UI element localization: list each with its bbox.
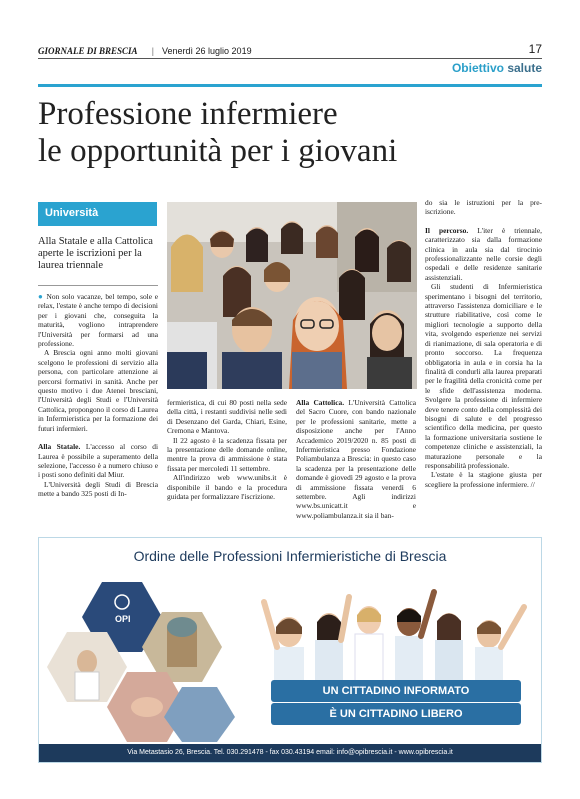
masthead-separator: | <box>152 46 154 56</box>
section-name: salute <box>507 61 542 75</box>
paragraph <box>296 398 416 520</box>
headline <box>38 96 538 170</box>
paragraph <box>38 442 158 480</box>
ad-contact-footer: Via Metastasio 26, Brescia. Tel. 030.291478 - fax 030.43194 email: info@opibrescia.it - www.opibrescia.it <box>39 744 541 762</box>
page-number: 17 <box>528 42 542 56</box>
article-column-1 <box>38 292 158 499</box>
article-column-2 <box>167 398 287 501</box>
section-rule <box>38 84 542 87</box>
paragraph: fermieristica, di cui 80 posti nella sede della città, i restanti suddivisi nelle sedi di Desenzano del Garda, Chiari, Esine, Cremona e Mantova. <box>167 398 287 436</box>
headline-line-2: le opportunità per i giovani <box>38 133 398 169</box>
bullet-icon: ● <box>38 292 47 301</box>
kicker-box: Università <box>38 202 157 226</box>
subhead-rule <box>38 285 158 286</box>
lead-in: Il percorso. <box>425 225 469 235</box>
ad-collage <box>47 572 237 742</box>
article-column-3 <box>296 398 416 520</box>
subhead: Alla Statale e alla Cattolica aperte le iscrizioni per la laurea triennale <box>38 236 153 271</box>
paragraph-text: Non solo vacanze, bel tempo, sole e relax, l'estate è anche tempo di decisioni per i giovani che, conseguita la maturità, vogliono intraprendere l'Università per formarsi ad una professione. <box>38 292 158 349</box>
paragraph: do sia le istruzioni per la pre-iscrizione. <box>425 198 542 217</box>
opi-logo-text: OPI <box>115 614 131 624</box>
paragraph: All'indirizzo web www.unibs.it è disponibile il bando e la procedura guidata per formalizzare l'iscrizione. <box>167 473 287 502</box>
students-photo <box>167 202 417 389</box>
ad-slogan-line-1: UN CITTADINO INFORMATO <box>271 680 521 702</box>
opi-advertisement <box>38 537 542 763</box>
lead-in: Alla Cattolica. <box>296 398 345 407</box>
section-label <box>452 61 542 75</box>
paragraph <box>38 292 158 348</box>
paragraph-text: L'Università Cattolica del Sacro Cuore, con bando nazionale per le professioni sanitarie, mette a disposizione anche per l'Anno Accademico 2019/2020 n. 85 posti di Infermieristica presso Fondazione Poliambulanza a Brescia: in questo caso la scadenza per la presentazione delle domande è giovedì 29 agosto e la prova di ammissione fissata venerdì 6 settembre. Agli indirizzi www.bs.unicatt.it e www.poliambulanza.it sia il ban- <box>296 398 416 520</box>
issue-date: Venerdì 26 luglio 2019 <box>162 46 252 56</box>
newspaper-name: GIORNALE DI BRESCIA <box>38 46 138 56</box>
paragraph: Gli studenti di Infermieristica sperimentano i bisogni del territorio, attraverso l'assistenza domiciliare e le strutture riabilitative, così come le migliori tecnologie a supporto della vita, svolgendo esperienze nei servizi di rianimazione, di sala operatoria e di pronto soccorso. La frequenza obbligatoria in aula e in corsia ha la finalità di condurli alla laurea preparati per le fragilità della cronicità come per le sfide dell'assistenza moderna. Svolgere la professione di infermiere deve tenere conto della complessità dei bisogni di salute e del progresso scientifico della medicina, per questo la formazione universitaria sostiene le competenze cliniche e assistenziali, la maturazione personale e la responsabilità professionale. <box>425 282 542 470</box>
ad-slogan-line-2: È UN CITTADINO LIBERO <box>271 703 521 725</box>
paragraph-text: L'iter è triennale, caratterizzato sia dalla formazione clinica in aula sia dal tirocinio professionalizzante nelle corsie degli ospedali e delle residenze sanitarie assistenziali. <box>425 225 542 282</box>
group-selfie-image <box>167 202 417 389</box>
paragraph: Il 22 agosto è la scadenza fissata per la presentazione delle domande online, mentre la prova di ammissione è stata fissata per mercoledì 11 settembre. <box>167 435 287 473</box>
hexagon-collage-image <box>47 572 237 742</box>
paragraph-text: L'accesso al corso di Laurea è possibile a superamento della selezione, l'accesso è a numero chiuso e i posti sono definiti dal Miur. <box>38 442 158 480</box>
top-rule <box>38 58 542 59</box>
paragraph <box>425 226 542 282</box>
paragraph: A Brescia ogni anno molti giovani scelgono le professioni di servizio alla persona, con particolare attenzione ai percorsi formativi in sanità. Anche per questo motivo i due Atenei bresciani, l'Università degli Studi e l'Università Cattolica, propongono il corso di Laurea in Infermieristica per la formazione dei futuri infermieri. <box>38 348 158 433</box>
paragraph: L'Università degli Studi di Brescia mette a bando 325 posti di In- <box>38 479 158 499</box>
headline-line-1: Professione infermiere <box>38 96 338 132</box>
article-column-4 <box>425 198 542 489</box>
paragraph: L'estate è la stagione giusta per scegliere la professione infermiere. // <box>425 470 542 489</box>
ad-title: Ordine delle Professioni Infermieristiche di Brescia <box>133 548 447 564</box>
lead-in: Alla Statale. <box>38 442 81 452</box>
section-prefix: Obiettivo <box>451 61 504 75</box>
